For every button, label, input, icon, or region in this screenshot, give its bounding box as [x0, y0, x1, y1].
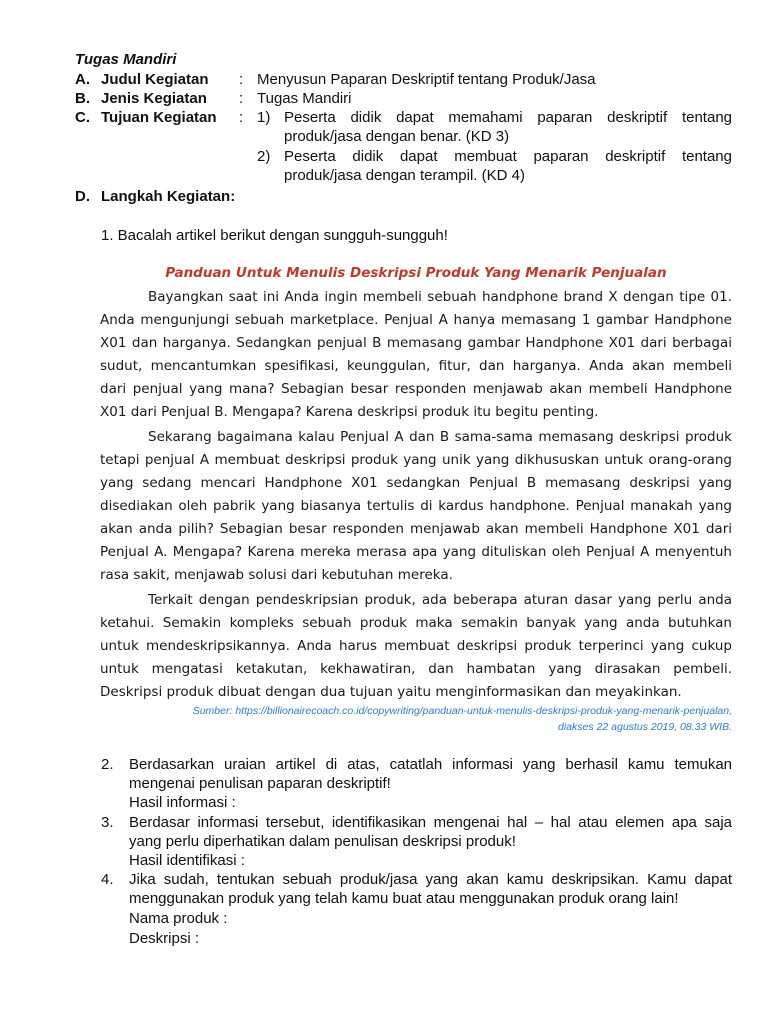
article-title: Panduan Untuk Menulis Deskripsi Produk Yang Menarik Penjualan	[165, 265, 667, 281]
step-4-answer-label-product: Nama produk :	[129, 910, 228, 927]
article-line: X01 dari Penjual B. Mengapa? Karena deskripsi produk itu begitu penting.	[100, 404, 599, 420]
article-line: Deskripsi produk dibuat dengan dua tujuan yaitu menginformasikan dan meyakinkan.	[100, 684, 682, 700]
article-line: Anda mengunjungi sebuah marketplace. Penjual A hanya memasang 1 gambar Handphone	[100, 312, 732, 328]
item-a-letter: A.	[75, 71, 90, 88]
article-line: untuk mendeskripsikannya. Anda harus membuat deskripsi produk terperinci yang cukup	[100, 638, 732, 654]
item-a-colon: :	[239, 71, 244, 88]
article-line: ketahui. Semakin kompleks sebuah produk maka semakin banyak yang anda butuhkan	[100, 615, 732, 631]
article-source-date: diakses 22 agustus 2019, 08.33 WIB.	[558, 721, 732, 733]
step-4-number: 4.	[101, 871, 114, 888]
step-3-line1: Berdasar informasi tersebut, identifikasikan mengenai hal – hal atau elemen apa saja	[129, 814, 732, 831]
step-4-line2: menggunakan produk yang telah kamu buat atau menggunakan produk orang lain!	[129, 890, 679, 907]
objective-2-number: 2)	[257, 148, 271, 165]
item-a-label: Judul Kegiatan	[101, 71, 209, 88]
article-line: tetapi penjual A membuat deskripsi produk yang unik yang dikhususkan untuk orang-orang	[100, 452, 732, 468]
item-b-label: Jenis Kegiatan	[101, 90, 207, 107]
item-b-colon: :	[239, 90, 244, 107]
objective-1-line2: produk/jasa dengan benar. (KD 3)	[284, 128, 510, 145]
article-line: untuk mengatasi ketakutan, kekhawatiran, dan hambatan yang dirasakan pembeli.	[100, 661, 732, 677]
article-line: dari penjual yang mana? Sebagian besar responden menjawab akan membeli Handphone	[100, 381, 732, 397]
item-a-value: Menyusun Paparan Deskriptif tentang Produk/Jasa	[257, 71, 596, 88]
step-1-instruction: 1. Bacalah artikel berikut dengan sungguh-sungguh!	[101, 227, 448, 244]
objective-2-line1: Peserta didik dapat membuat paparan deskriptif tentang	[284, 148, 732, 165]
item-c-letter: C.	[75, 109, 90, 126]
step-3-line2: yang perlu diperhatikan dalam penulisan deskripsi produk!	[129, 833, 516, 850]
objective-1-line1: Peserta didik dapat memahami paparan deskriptif tentang	[284, 109, 732, 126]
section-d-label: Langkah Kegiatan:	[101, 188, 236, 205]
step-2-number: 2.	[101, 756, 114, 773]
article-line: Penjual A. Mengapa? Karena mereka merasa apa yang dituliskan oleh Penjual A menyentuh	[100, 544, 732, 560]
item-b-value: Tugas Mandiri	[257, 90, 352, 107]
step-4-answer-label-description: Deskripsi :	[129, 930, 200, 947]
article-line: disediakan oleh pabrik yang biasanya tertulis di kardus handphone. Penjual manakah yang	[100, 498, 732, 514]
page-heading: Tugas Mandiri	[75, 51, 177, 68]
step-3-answer-label: Hasil identifikasi :	[129, 852, 245, 869]
section-d-letter: D.	[75, 188, 90, 205]
item-b-letter: B.	[75, 90, 90, 107]
article-line: sudut, mencantumkan spesifikasi, keunggulan, fitur, dan harganya. Anda akan membeli	[100, 358, 732, 374]
step-2-line2: mengenai penulisan paparan deskriptif!	[129, 775, 391, 792]
article-line: Bayangkan saat ini Anda ingin membeli sebuah handphone brand X dengan tipe 01.	[148, 289, 732, 305]
article-source-url: Sumber: https://billionairecoach.co.id/copywriting/panduan-untuk-menulis-deskripsi-produk-yang-menarik-penjualan,	[192, 705, 732, 717]
article-line: Sekarang bagaimana kalau Penjual A dan B sama-sama memasang deskripsi produk	[148, 429, 732, 445]
article-line: X01 dan harganya. Sedangkan penjual B memasang gambar Handphone X01 dari berbagai	[100, 335, 732, 351]
step-3-number: 3.	[101, 814, 114, 831]
article-line: Terkait dengan pendeskripsian produk, ada beberapa aturan dasar yang perlu anda	[148, 592, 732, 608]
article-line: yang sedang mencari Handphone X01 sedangkan Penjual B memasang deskripsi yang	[100, 475, 732, 491]
article-line: akan anda pilih? Sebagian besar responden menjawab akan membeli Handphone X01 dari	[100, 521, 732, 537]
objective-2-line2: produk/jasa dengan terampil. (KD 4)	[284, 167, 525, 184]
item-c-colon: :	[239, 109, 244, 126]
step-2-line1: Berdasarkan uraian artikel di atas, catatlah informasi yang berhasil kamu temukan	[129, 756, 732, 773]
article-line: rasa sakit, menjawab solusi dari kebutuhan mereka.	[100, 567, 453, 583]
objective-1-number: 1)	[257, 109, 271, 126]
item-c-label: Tujuan Kegiatan	[101, 109, 217, 126]
step-2-answer-label: Hasil informasi :	[129, 794, 236, 811]
step-4-line1: Jika sudah, tentukan sebuah produk/jasa yang akan kamu deskripsikan. Kamu dapat	[129, 871, 732, 888]
